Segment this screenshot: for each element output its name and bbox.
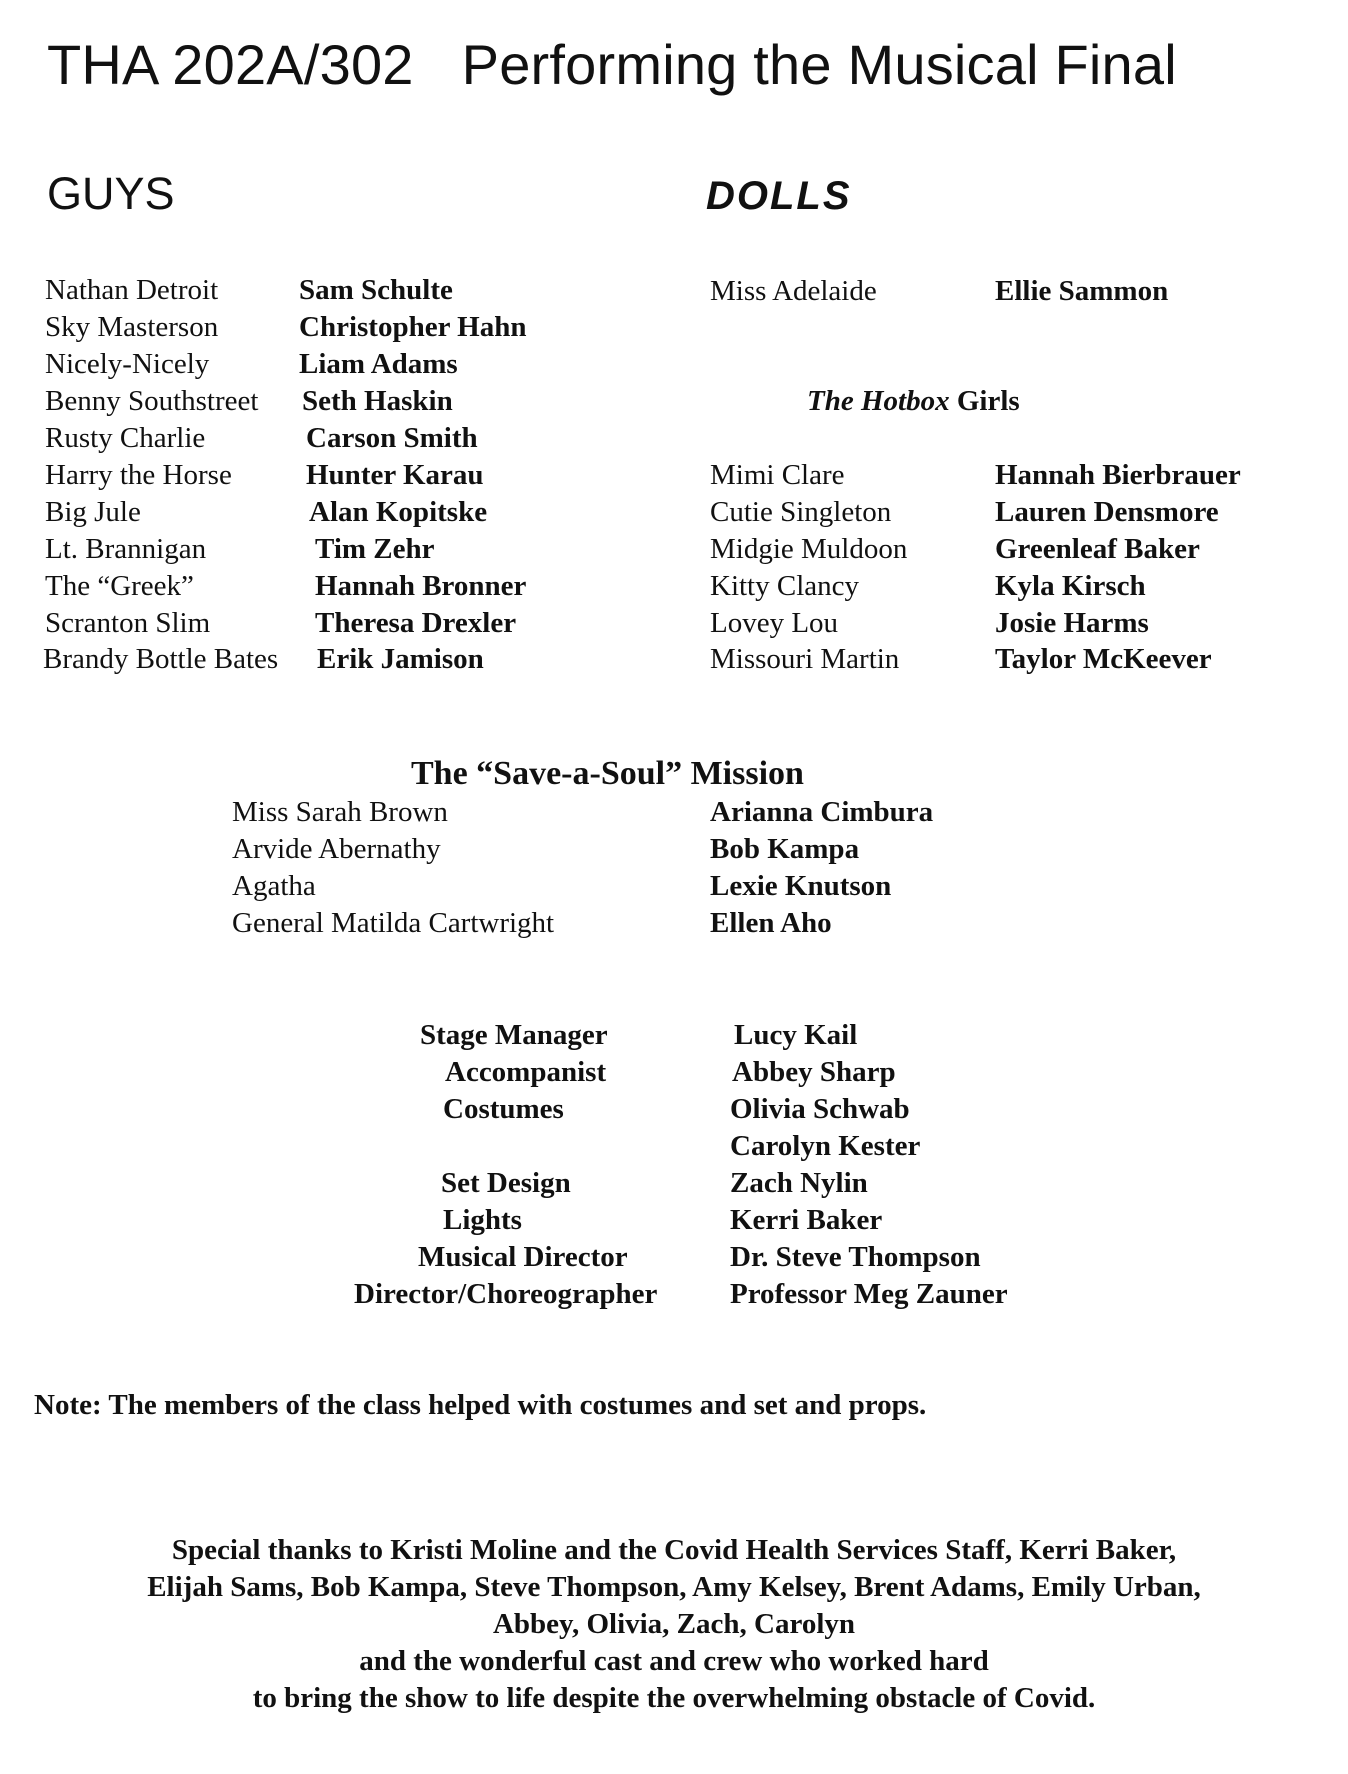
actor-name: Greenleaf Baker <box>995 533 1200 565</box>
cast-row <box>232 868 1032 905</box>
role-name: Rusty Charlie <box>45 422 206 454</box>
cast-row <box>710 568 1310 605</box>
cast-row <box>710 273 1310 310</box>
cast-row <box>45 272 585 309</box>
role-name: Agatha <box>232 870 316 902</box>
role-name: Benny Southstreet <box>45 385 259 417</box>
actor-name: Taylor McKeever <box>995 643 1212 675</box>
cast-row <box>710 531 1310 568</box>
crew-role: Stage Manager <box>420 1019 608 1051</box>
course-code: THA 202A/302 <box>47 33 414 96</box>
actor-name: Liam Adams <box>299 348 458 380</box>
thanks-line: Abbey, Olivia, Zach, Carolyn <box>492 1608 856 1640</box>
role-name: Nathan Detroit <box>45 274 219 306</box>
cast-row <box>45 346 585 383</box>
cast-row <box>45 568 585 605</box>
crew-role: Director/Choreographer <box>354 1278 658 1310</box>
dolls-heading: DOLLS <box>706 174 852 218</box>
role-name: Miss Adelaide <box>710 275 877 307</box>
crew-name: Abbey Sharp <box>732 1056 896 1088</box>
role-name: Cutie Singleton <box>710 496 892 528</box>
role-name: Mimi Clare <box>710 459 845 491</box>
crew-name: Zach Nylin <box>730 1167 868 1199</box>
actor-name: Theresa Drexler <box>315 607 517 639</box>
thanks-line: and the wonderful cast and crew who worked hard <box>359 1645 989 1677</box>
actor-name: Sam Schulte <box>299 274 453 306</box>
actor-name: Christopher Hahn <box>299 311 527 343</box>
actor-name: Lauren Densmore <box>995 496 1219 528</box>
cast-row <box>45 494 585 531</box>
cast-row <box>45 605 585 642</box>
hotbox-heading-rest: Girls <box>949 385 1020 417</box>
role-name: Scranton Slim <box>45 607 211 639</box>
actor-name: Kyla Kirsch <box>995 570 1146 602</box>
role-name: Brandy Bottle Bates <box>43 643 279 675</box>
actor-name: Carson Smith <box>306 422 478 454</box>
cast-row <box>45 457 585 494</box>
role-name: Harry the Horse <box>45 459 232 491</box>
cast-row <box>45 309 585 346</box>
actor-name: Bob Kampa <box>710 833 860 865</box>
class-note: Note: The members of the class helped with costumes and set and props. <box>34 1389 927 1421</box>
crew-name: Lucy Kail <box>734 1019 858 1051</box>
crew-role: Costumes <box>443 1093 564 1125</box>
actor-name: Hannah Bronner <box>315 570 527 602</box>
thanks-line: Special thanks to Kristi Moline and the Covid Health Services Staff, Kerri Baker, <box>171 1534 1177 1566</box>
crew-role: Accompanist <box>445 1056 607 1088</box>
cast-row <box>45 531 585 568</box>
role-name: Nicely-Nicely <box>45 348 210 380</box>
actor-name: Tim Zehr <box>315 533 435 565</box>
crew-name: Kerri Baker <box>730 1204 883 1236</box>
actor-name: Hannah Bierbrauer <box>995 459 1241 491</box>
crew-name: Dr. Steve Thompson <box>730 1241 981 1273</box>
special-thanks <box>0 1532 1348 1717</box>
mission-heading: The “Save-a-Soul” Mission <box>411 755 804 792</box>
crew-role: Lights <box>443 1204 522 1236</box>
cast-row <box>710 494 1310 531</box>
cast-row <box>232 794 1032 831</box>
actor-name: Seth Haskin <box>302 385 453 417</box>
role-name: Lt. Brannigan <box>45 533 207 565</box>
cast-row <box>45 420 585 457</box>
hotbox-heading-italic: The Hotbox <box>807 385 950 417</box>
role-name: Sky Masterson <box>45 311 219 343</box>
role-name: Lovey Lou <box>710 607 839 639</box>
thanks-line: to bring the show to life despite the overwhelming obstacle of Covid. <box>252 1682 1096 1714</box>
actor-name: Arianna Cimbura <box>710 796 934 828</box>
actor-name: Alan Kopitske <box>309 496 488 528</box>
crew-role: Set Design <box>441 1167 571 1199</box>
guys-heading: GUYS <box>47 168 175 219</box>
crew-name: Olivia Schwab <box>730 1093 910 1125</box>
actor-name: Lexie Knutson <box>710 870 892 902</box>
page-title <box>47 32 1177 97</box>
role-name: Midgie Muldoon <box>710 533 908 565</box>
role-name: Big Jule <box>45 496 141 528</box>
role-name: The “Greek” <box>45 570 194 602</box>
cast-row <box>232 831 1032 868</box>
crew-name: Carolyn Kester <box>730 1130 921 1162</box>
actor-name: Erik Jamison <box>317 643 484 675</box>
actor-name: Ellen Aho <box>710 907 832 939</box>
role-name: Kitty Clancy <box>710 570 860 602</box>
cast-row <box>710 641 1310 678</box>
actor-name: Josie Harms <box>995 607 1149 639</box>
cast-row <box>43 641 588 678</box>
actor-name: Hunter Karau <box>306 459 484 491</box>
hotbox-heading <box>807 383 1020 420</box>
program-title: Performing the Musical Final <box>461 33 1177 96</box>
cast-row <box>710 457 1310 494</box>
role-name: General Matilda Cartwright <box>232 907 555 939</box>
actor-name: Ellie Sammon <box>995 275 1169 307</box>
crew-role: Musical Director <box>418 1241 628 1273</box>
cast-row <box>710 605 1310 642</box>
cast-row <box>232 905 1032 942</box>
thanks-line: Elijah Sams, Bob Kampa, Steve Thompson, Amy Kelsey, Brent Adams, Emily Urban, <box>147 1571 1201 1603</box>
role-name: Arvide Abernathy <box>232 833 441 865</box>
role-name: Missouri Martin <box>710 643 900 675</box>
cast-row <box>45 383 585 420</box>
crew-name: Professor Meg Zauner <box>730 1278 1008 1310</box>
role-name: Miss Sarah Brown <box>232 796 448 828</box>
